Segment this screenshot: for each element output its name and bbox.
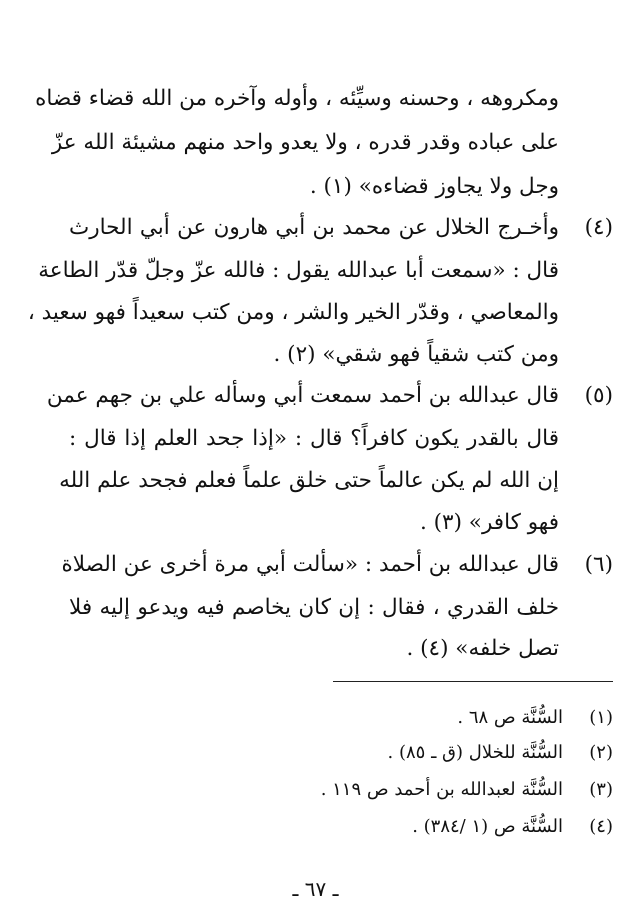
item-line: قال عبدالله بن أحمد سمعت أبي وسأله علي بن جهم عمن [46, 383, 559, 408]
footnote-number: (٤) [589, 816, 613, 837]
intro-line: ومكروهه ، وحسنه وسيِّئه ، وأوله وآخره من الله قضاء قضاه [35, 86, 559, 111]
item-line: وأخـرج الخلال عن محمد بن أبي هارون عن أبي الحارث [69, 215, 559, 240]
item-line: ومن كتب شقياً فهو شقي» (٢) . [273, 342, 559, 367]
intro-line: وجل ولا يجاوز قضاءه» (١) . [309, 174, 559, 199]
item-line: قال بالقدر يكون كافراً؟ قال : «إذا جحد العلم إذا قال : [69, 426, 559, 451]
item-line: تصل خلفه» (٤) . [406, 636, 559, 661]
footnote-number: (٣) [589, 779, 613, 800]
footnote [457, 705, 613, 731]
footnote-separator [333, 681, 613, 682]
footnote-number: (١) [589, 707, 613, 728]
item-line: خلف القدري ، فقال : إن كان يخاصم فيه ويدعو إليه فلا [69, 595, 559, 620]
item-number: (٤) [584, 215, 613, 240]
footnote-text: السُّنَّة ص (١ /٣٨٤) . [412, 816, 563, 837]
page-number: ـ ٦٧ ـ [292, 877, 339, 901]
item-number: (٥) [584, 383, 613, 408]
item-line: فهو كافر» (٣) . [419, 510, 559, 535]
footnote-text: السُّنَّة ص ٦٨ . [457, 707, 563, 728]
footnote-number: (٢) [589, 742, 613, 763]
item-number: (٦) [584, 552, 613, 577]
item-line: والمعاصي ، وقدّر الخير والشر ، ومن كتب سعيداً فهو سعيد ، [27, 300, 559, 325]
footnote [388, 740, 613, 766]
item-line: إن الله لم يكن عالماً حتى خلق علماً فعلم فجحد علم الله [59, 468, 559, 493]
footnote [321, 777, 613, 803]
intro-line: على عباده وقدر قدره ، ولا يعدو واحد منهم مشيئة الله عزّ [51, 130, 559, 155]
item-line: قال عبدالله بن أحمد : «سألت أبي مرة أخرى عن الصلاة [61, 552, 559, 577]
footnote [412, 814, 613, 840]
item-line: قال : «سمعت أبا عبدالله يقول : فالله عزّ وجلّ قدّر الطاعة [38, 258, 559, 283]
footnote-text: السُّنَّة لعبدالله بن أحمد ص ١١٩ . [320, 779, 563, 800]
footnote-text: السُّنَّة للخلال (ق ـ ٨٥) . [387, 742, 563, 763]
